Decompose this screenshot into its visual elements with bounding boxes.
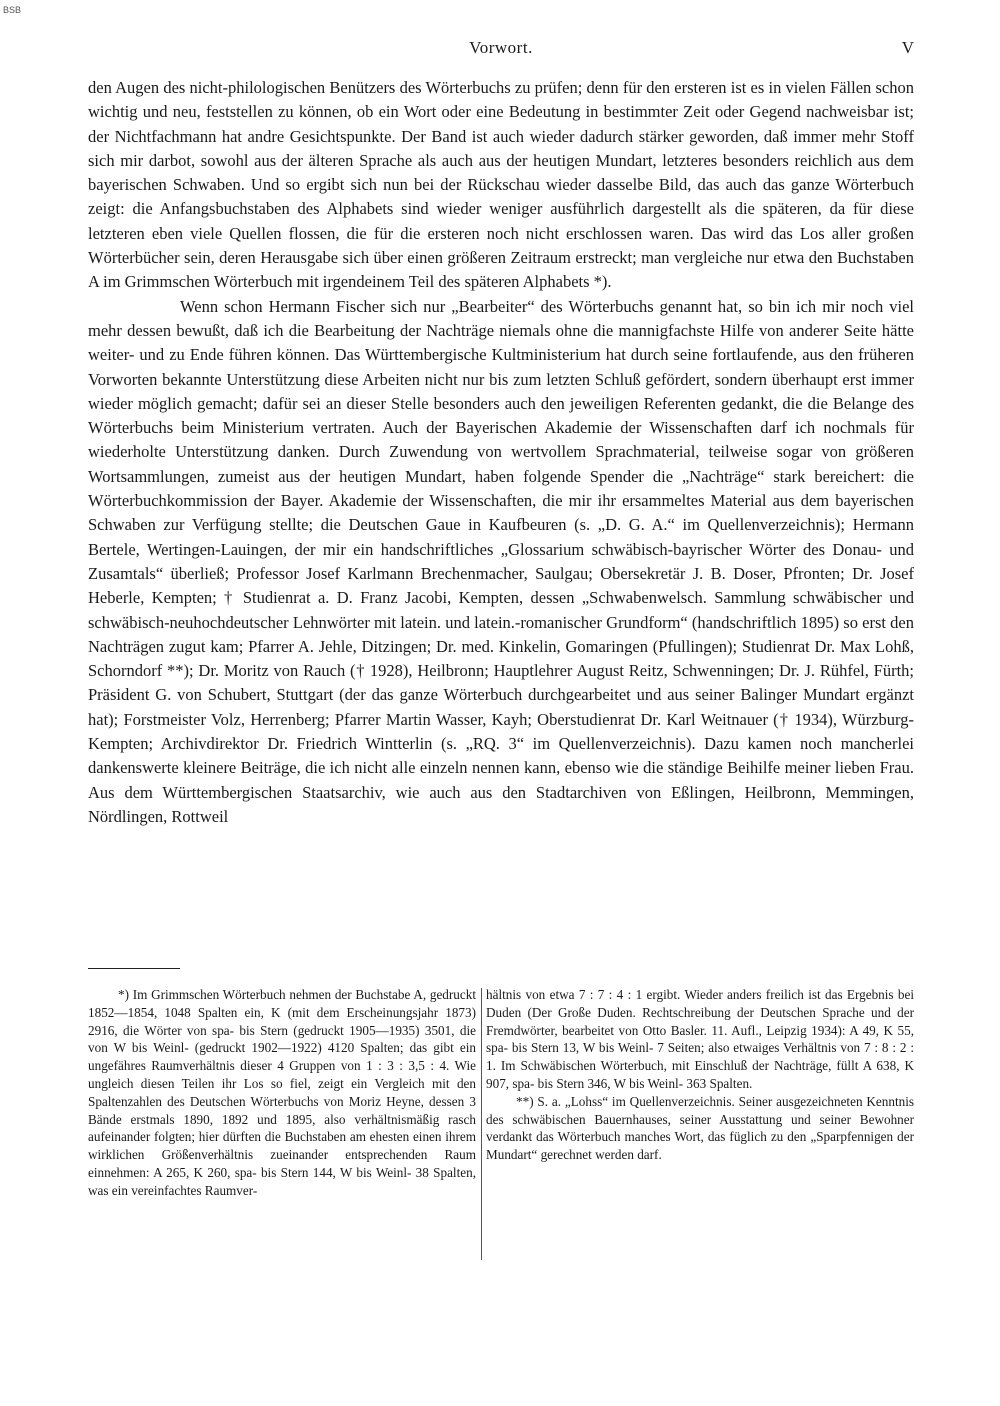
- paragraph-1: den Augen des nicht-philologischen Benützers des Wörterbuchs zu prüfen; denn für den ersteren ist es in vielen Fällen schon wichtig und neu, feststellen zu können, ob ein Wort oder eine Bedeutung in bestimmter Zeit oder Gegend nachweisbar ist; der Nichtfachmann hat andre Gesichtspunkte. Der Band ist auch wieder dadurch stärker geworden, daß immer mehr Stoff sich mir darbot, sowohl aus der älteren Sprache als auch aus der heutigen Mundart, letzteres besonders reichlich aus dem bayerischen Schwaben. Und so ergibt sich nun bei der Rückschau wieder dasselbe Bild, das auch das ganze Wörterbuch zeigt: die Anfangsbuchstaben des Alphabets sind wieder weniger ausführlich dargestellt als die späteren, da für diese letzteren eben viele Quellen flossen, die für die ersteren noch nicht erschlossen waren. Das wird das Los aller großen Wörterbücher sein, deren Herausgabe sich über einen größeren Zeitraum erstreckt; man vergleiche nur etwa den Buchstaben A im Grimmschen Wörterbuch mit irgendeinem Teil des späteren Alphabets *).: [88, 78, 914, 292]
- footnote-2: **) S. a. „Lohss“ im Quellenverzeichnis. Seiner ausgezeichneten Kenntnis des schwäbischen Bauernhauses, seiner Ausstattung und seiner Bewohner verdankt das Wörterbuch manches Wort, das füglich zu den „Sparpfennigen der Mundart“ gerechnet werden darf.: [486, 1093, 914, 1163]
- page-number: V: [901, 38, 914, 57]
- footnote-1-continued: hältnis von etwa 7 : 7 : 4 : 1 ergibt. Wieder anders freilich ist das Ergebnis bei Duden (Der Große Duden. Rechtschreibung der Deutschen Sprache und der Fremdwörter, bearbeitet von Otto Basler. 11. Aufl., Leipzig 1934): A 49, K 55, spa- bis Stern 13, W bis Weinl- 7 Seiten; also etwaiges Verhältnis von 7 : 8 : 2 : 1. Im Schwäbischen Wörterbuch, mit Einschluß der Nachträge, füllt A 638, K 907, spa- bis Stern 346, W bis Weinl- 363 Spalten.: [486, 987, 914, 1091]
- footnote-column-right: [486, 986, 914, 1164]
- footnote-1: *) Im Grimmschen Wörterbuch nehmen der Buchstabe A, gedruckt 1852—1854, 1048 Spalten ein, K (mit dem Erscheinungsjahr 1873) 2916, die Wörter von spa- bis Stern (gedruckt 1905—1935) 3501, die von W bis Weinl- (gedruckt 1902—1922) 4120 Spalten; das gibt ein ungefähres Raumverhältnis dieser 4 Gruppen von 1 : 3 : 3,5 : 4. Wie ungleich diesen Teilen ihr Los so fiel, zeigt ein Vergleich mit den Spaltenzahlen des Deutschen Wörterbuchs von Moriz Heyne, dessen 3 Bände erstmals 1890, 1892 und 1895, also verhältnismäßig rasch aufeinander folgten; hier dürften die Buchstaben am ehesten einen ihrem wirklichen Größenverhältnis zueinander entsprechenden Raum einnehmen: A 265, K 260, spa- bis Stern 144, W bis Weinl- 38 Spalten, was ein vereinfachtes Raumver-: [88, 987, 476, 1198]
- running-title: Vorwort.: [469, 38, 533, 57]
- running-header: [88, 38, 914, 62]
- footnote-column-left: [88, 986, 476, 1200]
- footnote-column-divider: [481, 988, 482, 1260]
- library-watermark: BSB: [3, 5, 22, 15]
- paragraph-2: Wenn schon Hermann Fischer sich nur „Bearbeiter“ des Wörterbuchs genannt hat, so bin ich mir noch viel mehr dessen bewußt, daß ich die Bearbeitung der Nachträge niemals ohne die mannigfachste Hilfe von anderer Seite hätte weiter- und zu Ende führen können. Das Württembergische Kultministerium hat durch seine fortlaufende, aus den früheren Vorworten bekannte Unterstützung diese Arbeiten nicht nur bis zum letzten Schluß gefördert, sondern überhaupt erst immer wieder möglich gemacht; dafür sei an dieser Stelle besonders auch den jeweiligen Referenten gedankt, die die Belange des Wörterbuchs beim Ministerium vertraten. Auch der Bayerischen Akademie der Wissenschaften darf ich nochmals für wiederholte Unterstützung danken. Durch Zuwendung von wertvollem Sprachmaterial, teilweise sogar von größeren Wortsammlungen, zumeist aus der heutigen Mundart, haben folgende Spender die „Nachträge“ stark bereichert: die Wörterbuchkommission der Bayer. Akademie der Wissenschaften, die mir ihr ersammeltes Material aus dem bayerischen Schwaben zur Verfügung stellte; die Deutschen Gaue in Kaufbeuren (s. „D. G. A.“ im Quellenverzeichnis); Hermann Bertele, Wertingen-Lauingen, der mir ein handschriftliches „Glossarium schwäbisch-bayrischer Wörter des Donau- und Zusamtals“ überließ; Professor Josef Karlmann Brechenmacher, Saulgau; Obersekretär J. B. Doser, Pfronten; Dr. Josef Heberle, Kempten; † Studienrat a. D. Franz Jacobi, Kempten, dessen „Schwabenwelsch. Sammlung schwäbischer und schwäbisch-neuhochdeutscher Lehnwörter mit latein. und latein.-romanischer Grundform“ (handschriftlich 1895) so erst den Nachträgen zugut kam; Pfarrer A. Jehle, Ditzingen; Dr. med. Kinkelin, Gomaringen (Pfullingen); Studienrat Dr. Max Lohß, Schorndorf **); Dr. Moritz von Rauch († 1928), Heilbronn; Hauptlehrer August Reitz, Schwenningen; Dr. J. Rühfel, Fürth; Präsident G. von Schubert, Stuttgart (der das ganze Wörterbuch durchgearbeitet und aus seiner Balinger Mundart ergänzt hat); Forstmeister Volz, Herrenberg; Pfarrer Martin Wasser, Kayh; Oberstudienrat Dr. Karl Weitnauer († 1934), Würzburg-Kempten; Archivdirektor Dr. Friedrich Wintterlin (s. „RQ. 3“ im Quellenverzeichnis). Dazu kamen noch mancherlei dankenswerte kleinere Beiträge, die ich nicht alle einzeln nennen kann, ebenso wie die ständige Beihilfe meiner lieben Frau. Aus dem Württembergischen Staatsarchiv, wie auch aus den Stadtarchiven von Eßlingen, Heilbronn, Memmingen, Nördlingen, Rottweil: [88, 296, 914, 826]
- main-text: [88, 76, 914, 829]
- footnote-separator: [88, 968, 180, 969]
